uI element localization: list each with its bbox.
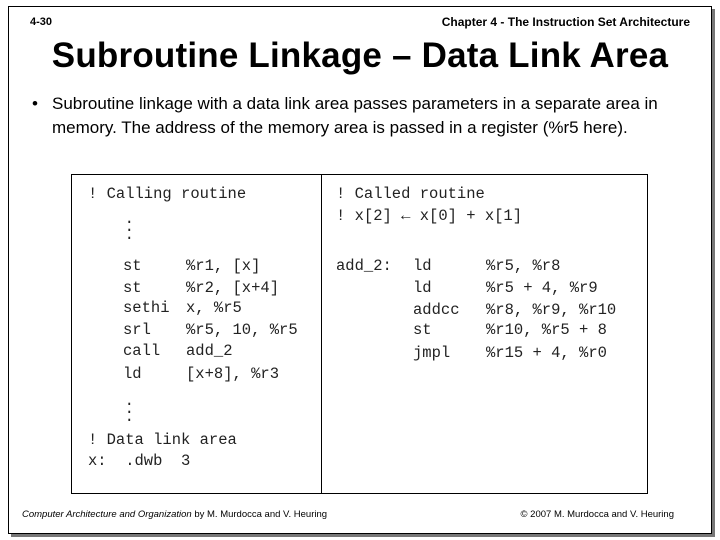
calling-comment: ! Calling routine: [88, 185, 247, 203]
subroutine-label: add_2:: [336, 257, 392, 275]
calling-dots-bottom: . . .: [124, 392, 134, 426]
calling-args-6: [x+8], %r3: [186, 365, 280, 383]
footer-credit: [22, 509, 327, 520]
code-divider: [321, 175, 322, 493]
code-listing: [71, 174, 648, 494]
called-args-5: %r15 + 4, %r0: [486, 344, 607, 362]
calling-op-1: st: [123, 257, 142, 275]
calling-args-1: %r1, [x]: [186, 257, 261, 275]
called-operation-comment: ! x[2] ← x[0] + x[1]: [336, 207, 523, 225]
book-authors: by M. Murdocca and V. Heuring: [191, 509, 328, 520]
called-op-4: st: [413, 321, 432, 339]
calling-op-5: call: [123, 342, 161, 360]
called-args-4: %r10, %r5 + 8: [486, 321, 607, 339]
called-op-2: ld: [413, 279, 432, 297]
calling-args-5: add_2: [186, 342, 233, 360]
calling-args-4: %r5, 10, %r5: [186, 321, 298, 339]
chapter-title: Chapter 4 - The Instruction Set Architecture: [441, 15, 690, 29]
footer-copyright: © 2007 M. Murdocca and V. Heuring: [520, 509, 674, 520]
calling-op-2: st: [123, 279, 142, 297]
book-title: Computer Architecture and Organization: [22, 509, 192, 520]
slide-title: Subroutine Linkage – Data Link Area: [51, 36, 669, 75]
calling-op-6: ld: [123, 365, 142, 383]
called-args-1: %r5, %r8: [486, 257, 561, 275]
bullet-point: [32, 92, 682, 140]
calling-op-3: sethi: [123, 299, 170, 317]
called-op-1: ld: [413, 257, 432, 275]
called-op-3: addcc: [413, 301, 460, 319]
data-link-declaration: x: .dwb 3: [88, 452, 191, 470]
called-op-5: jmpl: [413, 344, 451, 362]
calling-args-2: %r2, [x+4]: [186, 279, 280, 297]
data-link-comment: ! Data link area: [88, 431, 237, 449]
called-args-3: %r8, %r9, %r10: [486, 301, 617, 319]
calling-dots-top: . . .: [124, 210, 134, 244]
slide-number: 4-30: [30, 16, 53, 28]
calling-op-4: srl: [123, 321, 151, 339]
called-args-2: %r5 + 4, %r9: [486, 279, 598, 297]
called-comment: ! Called routine: [336, 185, 485, 203]
calling-args-3: x, %r5: [186, 299, 242, 317]
bullet-marker: •: [32, 94, 38, 113]
bullet-text: Subroutine linkage with a data link area passes parameters in a separate area in memory. The address of the memory area is passed in a register (%r5 here).: [52, 94, 658, 137]
